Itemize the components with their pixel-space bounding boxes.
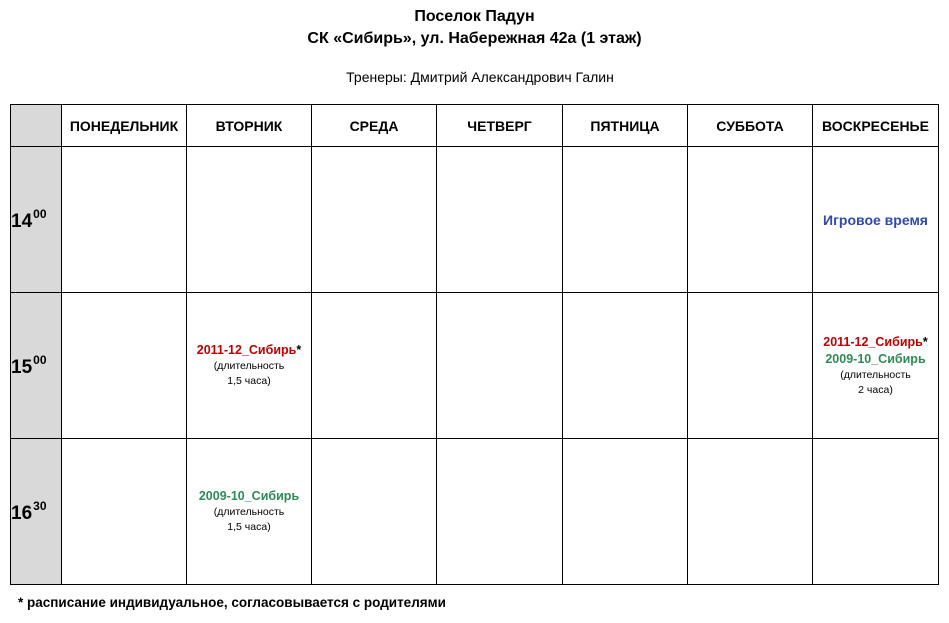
- trainers-line: Тренеры: Дмитрий Александрович Галин: [346, 69, 614, 85]
- day-header: ЧЕТВЕРГ: [437, 105, 563, 147]
- session-duration: (длительность: [213, 506, 285, 518]
- time-row-1500: [11, 293, 939, 439]
- schedule-cell: [688, 293, 813, 439]
- title-location: Поселок Падун: [414, 8, 535, 25]
- day-header: СРЕДА: [312, 105, 437, 147]
- schedule-cell: [813, 147, 939, 293]
- day-header: ВОСКРЕСЕНЬЕ: [813, 105, 939, 147]
- schedule-cell: [563, 293, 688, 439]
- time-row-1630: [11, 439, 939, 585]
- schedule-cell: [62, 439, 187, 585]
- schedule-cell: [187, 147, 312, 293]
- session-group: 2011-12_Сибирь*: [196, 343, 302, 357]
- schedule-cell: [688, 147, 813, 293]
- session-duration: (длительность: [840, 368, 911, 381]
- schedule-cell: [187, 439, 312, 585]
- corner-cell: [11, 105, 62, 147]
- day-header: ПОНЕДЕЛЬНИК: [62, 105, 187, 147]
- session-duration: (длительность: [213, 360, 285, 372]
- schedule-cell: [312, 293, 437, 439]
- schedule-cell: [187, 293, 312, 439]
- session-duration: 2 часа): [858, 383, 893, 396]
- footnote: * расписание индивидуальное, согласовывается с родителями: [18, 595, 446, 610]
- time-label: $16^{30}$: [11, 439, 62, 585]
- schedule-table: [10, 104, 939, 585]
- schedule-cell: [813, 293, 939, 439]
- session-group: 2011-12_Сибирь*: [823, 334, 928, 349]
- schedule-cell: [62, 293, 187, 439]
- schedule-cell: [813, 439, 939, 585]
- game-time-label: Игровое время: [823, 211, 928, 228]
- day-header: ПЯТНИЦА: [563, 105, 688, 147]
- schedule-cell: [437, 147, 563, 293]
- session-duration: 1,5 часа): [227, 375, 271, 387]
- header-row: [11, 105, 939, 147]
- schedule-cell: [312, 147, 437, 293]
- day-header: СУББОТА: [688, 105, 813, 147]
- schedule-cell: [62, 147, 187, 293]
- schedule-cell: [688, 439, 813, 585]
- title-venue: СК «Сибирь», ул. Набережная 42а (1 этаж): [307, 30, 642, 47]
- session-group: 2009-10_Сибирь: [825, 351, 926, 366]
- day-header: ВТОРНИК: [187, 105, 312, 147]
- session-group: 2009-10_Сибирь: [198, 489, 300, 503]
- time-label: $14^{00}$: [11, 147, 62, 293]
- time-label: $15^{00}$: [11, 293, 62, 439]
- schedule-cell: [437, 439, 563, 585]
- schedule-cell: [563, 439, 688, 585]
- schedule-cell: [437, 293, 563, 439]
- schedule-cell: [312, 439, 437, 585]
- schedule-cell: [563, 147, 688, 293]
- time-row-1400: [11, 147, 939, 293]
- session-duration: 1,5 часа): [227, 521, 271, 533]
